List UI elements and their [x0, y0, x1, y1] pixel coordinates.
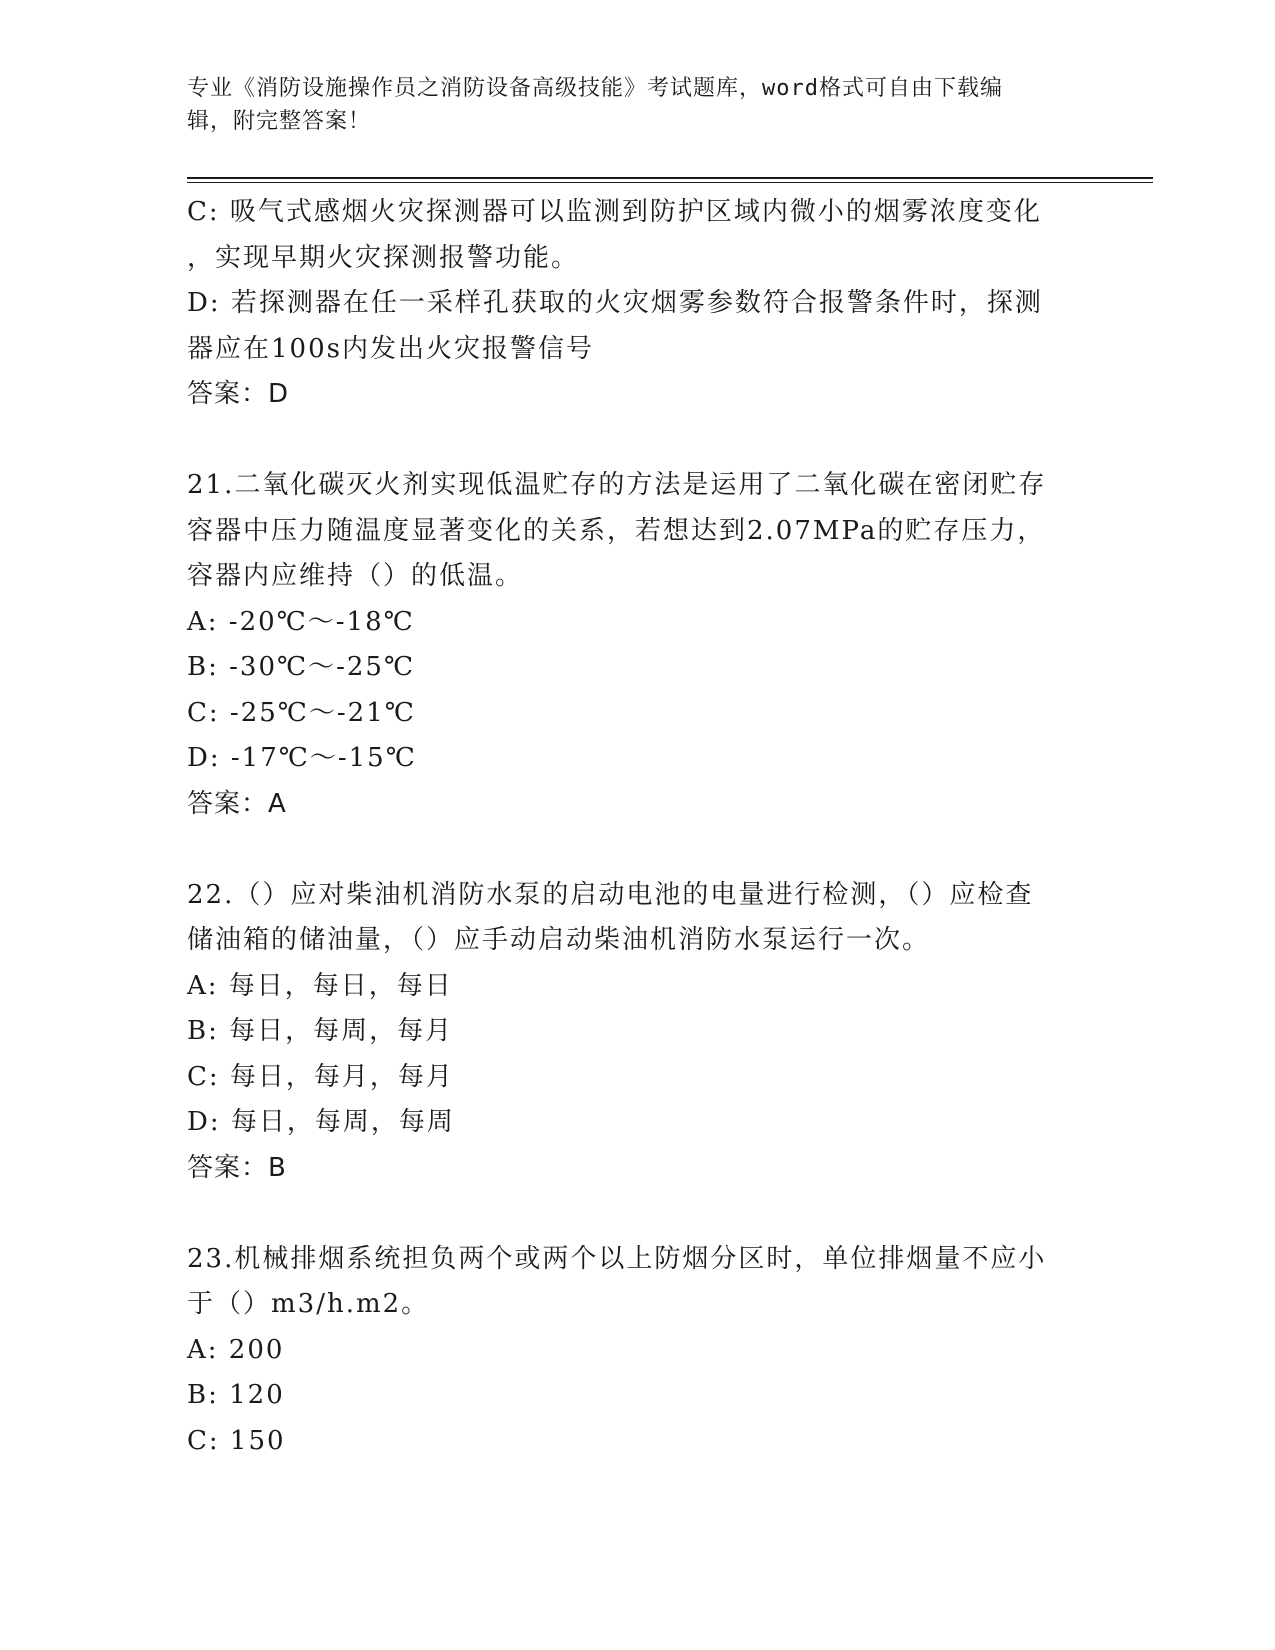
document-header	[187, 72, 1067, 138]
header-line-1: 专业《消防设施操作员之消防设备高级技能》考试题库，word格式可自由下载编	[187, 76, 1003, 101]
option-d: D: -17℃～-15℃	[187, 743, 417, 773]
answer-line: 答案：B	[187, 1152, 287, 1183]
option-b: B: 120	[187, 1380, 285, 1410]
option-c-line-1: C: 吸气式感烟火灾探测器可以监测到防护区域内微小的烟雾浓度变化	[187, 197, 1042, 227]
option-b: B: 每日，每周，每月	[187, 1016, 454, 1046]
question-22	[187, 873, 1077, 1192]
option-c: C: 每日，每月，每月	[187, 1061, 454, 1092]
header-divider-thin	[187, 182, 1153, 183]
question-21	[187, 463, 1077, 827]
option-c-line-2: ，实现早期火灾探测报警功能。	[187, 242, 580, 273]
question-stem-line-1: 22.（）应对柴油机消防水泵的启动电池的电量进行检测，（）应检查	[187, 879, 1034, 910]
question-23	[187, 1237, 1077, 1465]
question-stem-line-2: 容器中压力随温度显著变化的关系，若想达到2.07MPa的贮存压力，	[187, 515, 1046, 546]
question-stem-line-2: 于（）m3/h.m2。	[187, 1289, 430, 1319]
header-line-2: 辑，附完整答案！	[187, 109, 372, 134]
question-stem-line-2: 储油箱的储油量，（）应手动启动柴油机消防水泵运行一次。	[187, 925, 931, 955]
document-body	[187, 190, 1077, 1464]
option-a: A: 每日，每日，每日	[187, 970, 453, 1001]
question-stem-line-1: 23.机械排烟系统担负两个或两个以上防烟分区时，单位排烟量不应小	[187, 1243, 1047, 1274]
option-a: A: -20℃～-18℃	[187, 606, 415, 637]
option-d-line-2: 器应在100s内发出火灾报警信号	[187, 333, 594, 364]
answer-line: 答案：D	[187, 379, 290, 409]
option-d: D: 每日，每周，每周	[187, 1107, 455, 1137]
spacer	[187, 418, 1077, 464]
option-d-line-1: D: 若探测器在任一采样孔获取的火灾烟雾参数符合报警条件时，探测	[187, 288, 1043, 318]
option-a: A: 200	[187, 1334, 285, 1365]
option-b: B: -30℃～-25℃	[187, 652, 416, 682]
previous-question-tail	[187, 190, 1077, 418]
spacer	[187, 827, 1077, 873]
question-stem-line-1: 21.二氧化碳灭火剂实现低温贮存的方法是运用了二氧化碳在密闭贮存	[187, 470, 1047, 500]
question-stem-line-3: 容器内应维持（）的低温。	[187, 561, 524, 591]
header-divider-thick	[187, 177, 1153, 179]
option-c: C: 150	[187, 1425, 286, 1456]
option-c: C: -25℃～-21℃	[187, 697, 416, 728]
answer-line: 答案：A	[187, 788, 287, 819]
spacer	[187, 1191, 1077, 1237]
